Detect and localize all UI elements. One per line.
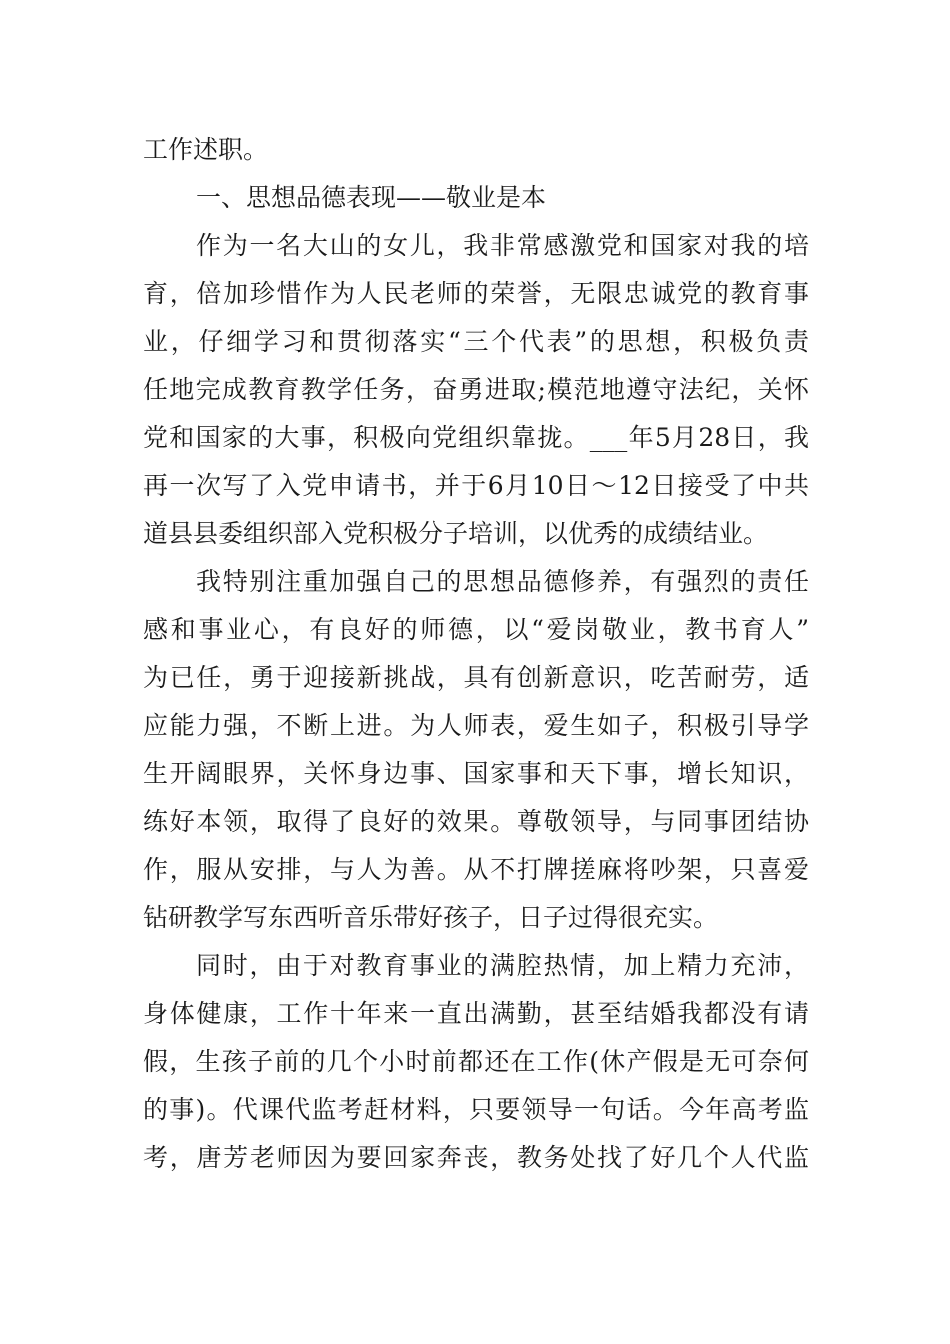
section-heading — [143, 174, 809, 222]
paragraph — [143, 942, 809, 1182]
text-line: 假，生孩子前的几个小时前都还在工作(休产假是无可奈何 — [143, 1047, 809, 1076]
paragraph — [143, 222, 809, 558]
text-line: 考，唐芳老师因为要回家奔丧，教务处找了好几个人代监 — [143, 1143, 809, 1172]
text-line: 业，仔细学习和贯彻落实“三个代表”的思想，积极负责 — [143, 327, 809, 356]
text-line: 育，倍加珍惜作为人民老师的荣誉，无限忠诚党的教育事 — [143, 279, 809, 308]
text-line: 的事)。代课代监考赶材料，只要领导一句话。今年高考监 — [143, 1095, 809, 1124]
text-line: 生开阔眼界，关怀身边事、国家事和天下事，增长知识， — [143, 759, 809, 788]
text-line: 作为一名大山的女儿，我非常感激党和国家对我的培 — [196, 231, 809, 260]
text-line: 再一次写了入党申请书，并于6月10日～12日接受了中共 — [143, 471, 809, 500]
text-line: 身体健康，工作十年来一直出满勤，甚至结婚我都没有请 — [143, 999, 809, 1028]
text-line: 同时，由于对教育事业的满腔热情，加上精力充沛， — [196, 951, 809, 980]
text-line: 练好本领，取得了良好的效果。尊敬领导，与同事团结协 — [143, 807, 809, 836]
text-line: 工作述职。 — [143, 135, 269, 164]
text-line: 钻研教学写东西听音乐带好孩子，日子过得很充实。 — [143, 903, 719, 932]
paragraph — [143, 126, 809, 174]
text-line: 道县县委组织部入党积极分子培训，以优秀的成绩结业。 — [143, 519, 769, 548]
text-line: 应能力强，不断上进。为人师表，爱生如子，积极引导学 — [143, 711, 809, 740]
paragraph — [143, 558, 809, 942]
text-line: 作，服从安排，与人为善。从不打牌搓麻将吵架，只喜爱 — [143, 855, 809, 884]
text-line: 任地完成教育教学任务，奋勇进取;模范地遵守法纪，关怀 — [143, 375, 809, 404]
text-line: 我特别注重加强自己的思想品德修养，有强烈的责任 — [196, 567, 809, 596]
text-line: 感和事业心，有良好的师德，以“爱岗敬业，教书育人” — [143, 615, 809, 644]
document-body — [143, 126, 809, 1182]
heading-text: 一、思想品德表现——敬业是本 — [196, 183, 547, 212]
text-line: 为已任，勇于迎接新挑战，具有创新意识，吃苦耐劳，适 — [143, 663, 809, 692]
text-line: 党和国家的大事，积极向党组织靠拢。___年5月28日，我 — [143, 423, 809, 452]
